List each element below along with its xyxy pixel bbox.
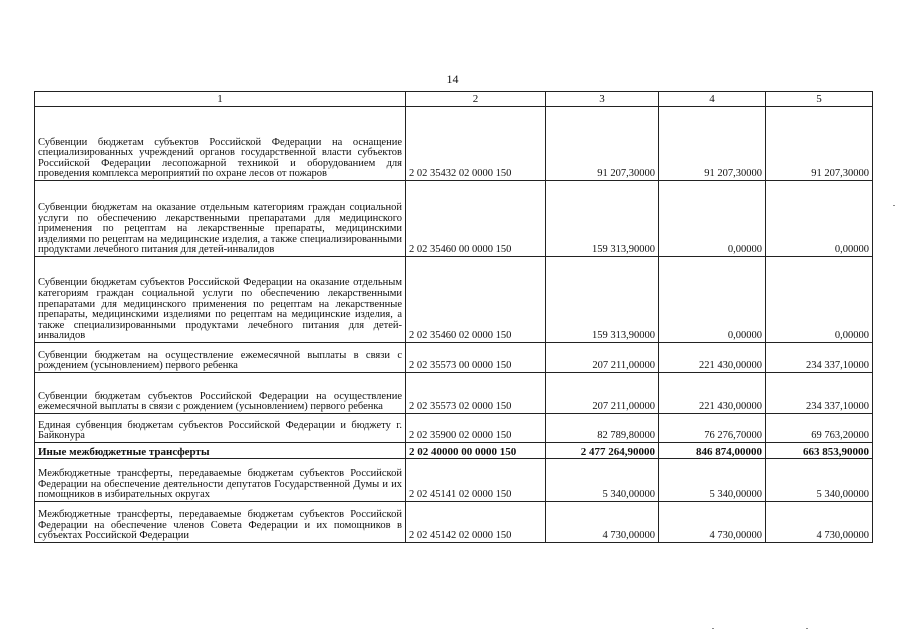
row-value-col5: 91 207,30000 — [766, 107, 873, 181]
row-value-col5: 0,00000 — [766, 257, 873, 343]
row-code: 2 02 45141 02 0000 150 — [406, 459, 546, 502]
row-name: Иные межбюджетные трансферты — [35, 443, 406, 459]
row-value-col5: 69 763,20000 — [766, 414, 873, 443]
row-value-col3: 91 207,30000 — [546, 107, 659, 181]
row-name: Субвенции бюджетам субъектов Российской Федерации на оказание отдельным категориям граждан социальной услуги по обеспечению лекарственными препаратами для медицинского применения по рецептам на лекарственные препараты, медицинскими изделиями по рецептам на медицинские изделия, а также специализированными продуктами лечебного питания для детей-инвалидов — [35, 257, 406, 343]
row-code: 2 02 35460 02 0000 150 — [406, 257, 546, 343]
header-row — [35, 92, 873, 107]
table-row — [35, 181, 873, 257]
row-value-col4: 5 340,00000 — [659, 459, 766, 502]
row-code: 2 02 35900 02 0000 150 — [406, 414, 546, 443]
row-name: Субвенции бюджетам субъектов Российской Федерации на осуществление ежемесячной выплаты в связи с рождением (усыновлением) первого ребенка — [35, 373, 406, 414]
row-value-col4: 846 874,00000 — [659, 443, 766, 459]
row-value-col3: 159 313,90000 — [546, 257, 659, 343]
table-row — [35, 343, 873, 373]
column-header: 5 — [766, 92, 873, 107]
row-value-col4: 0,00000 — [659, 181, 766, 257]
table-row-total — [35, 443, 873, 459]
page-number: 14 — [446, 72, 459, 86]
scan-speck — [806, 628, 808, 629]
table-row — [35, 373, 873, 414]
row-value-col4: 76 276,70000 — [659, 414, 766, 443]
row-code: 2 02 40000 00 0000 150 — [406, 443, 546, 459]
row-value-col3: 159 313,90000 — [546, 181, 659, 257]
row-value-col4: 0,00000 — [659, 257, 766, 343]
column-header: 2 — [406, 92, 546, 107]
row-value-col5: 234 337,10000 — [766, 373, 873, 414]
row-code: 2 02 35573 00 0000 150 — [406, 343, 546, 373]
row-value-col4: 221 430,00000 — [659, 373, 766, 414]
row-name: Межбюджетные трансферты, передаваемые бюджетам субъектов Российской Федерации на обеспечение деятельности депутатов Государственной Думы и их помощников в избирательных округах — [35, 459, 406, 502]
row-value-col5: 5 340,00000 — [766, 459, 873, 502]
row-code: 2 02 35432 02 0000 150 — [406, 107, 546, 181]
scan-speck — [893, 205, 895, 206]
table-row — [35, 459, 873, 502]
table-row — [35, 414, 873, 443]
row-name: Субвенции бюджетам субъектов Российской Федерации на оснащение специализированных учреждений органов государственной власти субъектов Российской Федерации лесопожарной техникой и оборудованием для проведения комплекса мероприятий по охране лесов от пожаров — [35, 107, 406, 181]
row-code: 2 02 35460 00 0000 150 — [406, 181, 546, 257]
row-value-col5: 4 730,00000 — [766, 502, 873, 543]
row-value-col3: 207 211,00000 — [546, 373, 659, 414]
column-header: 1 — [35, 92, 406, 107]
row-value-col5: 663 853,90000 — [766, 443, 873, 459]
table-row — [35, 502, 873, 543]
row-name: Межбюджетные трансферты, передаваемые бюджетам субъектов Российской Федерации на обеспечение членов Совета Федерации и их помощников в субъектах Российской Федерации — [35, 502, 406, 543]
row-value-col3: 82 789,80000 — [546, 414, 659, 443]
row-value-col4: 91 207,30000 — [659, 107, 766, 181]
table-row — [35, 257, 873, 343]
table-row — [35, 107, 873, 181]
row-code: 2 02 35573 02 0000 150 — [406, 373, 546, 414]
row-value-col3: 207 211,00000 — [546, 343, 659, 373]
budget-table — [34, 91, 873, 543]
row-value-col3: 2 477 264,90000 — [546, 443, 659, 459]
row-value-col3: 4 730,00000 — [546, 502, 659, 543]
row-value-col3: 5 340,00000 — [546, 459, 659, 502]
row-name: Субвенции бюджетам на оказание отдельным категориям граждан социальной услуги по обеспечению лекарственными препаратами для медицинского применения по рецептам на лекарственные препараты, медицинскими изделиями по рецептам на медицинские изделия, а также специализированными продуктами лечебного питания для детей-инвалидов — [35, 181, 406, 257]
row-name: Субвенции бюджетам на осуществление ежемесячной выплаты в связи с рождением (усыновлением) первого ребенка — [35, 343, 406, 373]
scan-speck — [712, 628, 714, 629]
row-value-col4: 221 430,00000 — [659, 343, 766, 373]
row-name: Единая субвенция бюджетам субъектов Российской Федерации и бюджету г. Байконура — [35, 414, 406, 443]
row-value-col5: 0,00000 — [766, 181, 873, 257]
column-header: 3 — [546, 92, 659, 107]
row-value-col5: 234 337,10000 — [766, 343, 873, 373]
row-code: 2 02 45142 02 0000 150 — [406, 502, 546, 543]
row-value-col4: 4 730,00000 — [659, 502, 766, 543]
column-header: 4 — [659, 92, 766, 107]
